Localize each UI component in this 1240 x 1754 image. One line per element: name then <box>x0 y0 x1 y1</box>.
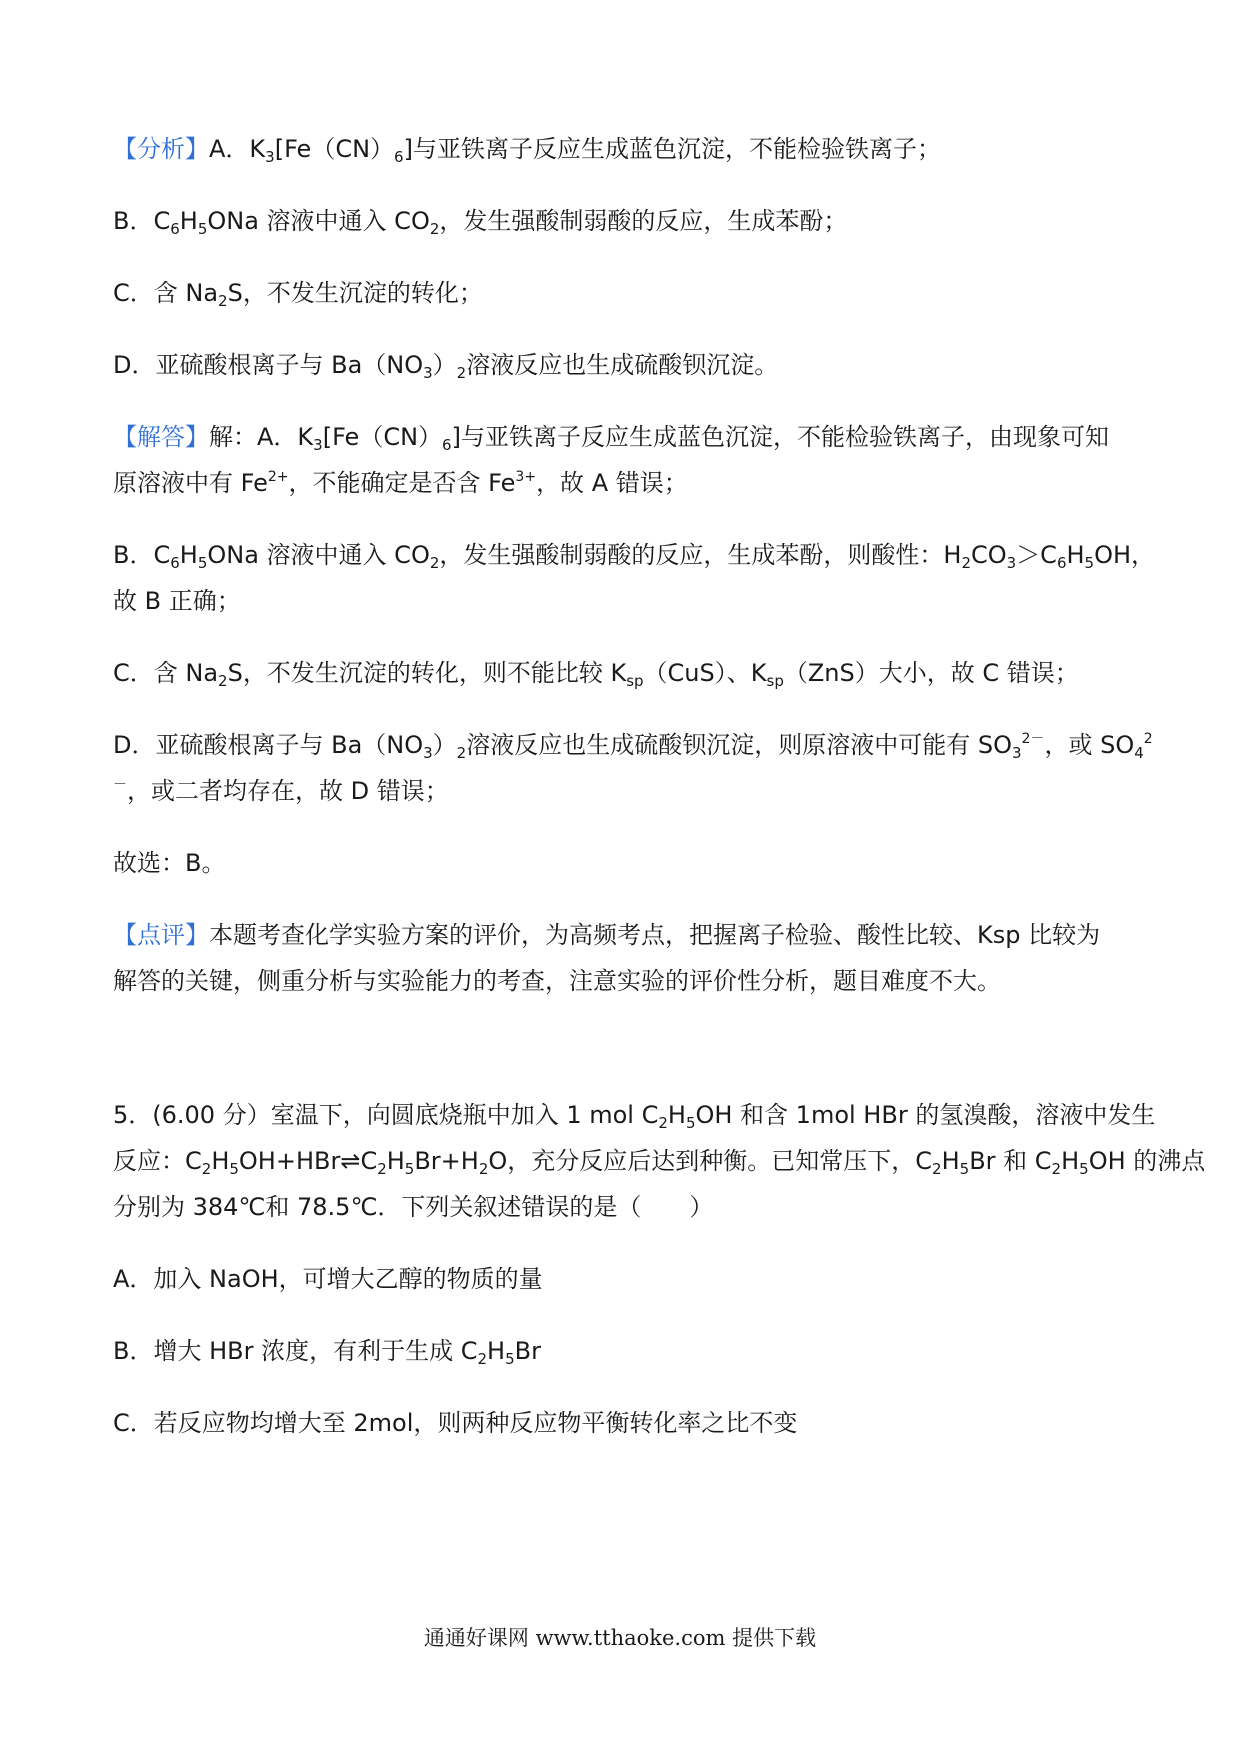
text: 本题考查化学实验方案的评价，为高频考点，把握离子检验、酸性比较、Ksp 比较为 <box>209 921 1101 949</box>
superscript: 2 <box>1143 731 1153 747</box>
text: S，不发生沉淀的转化； <box>227 279 483 307</box>
answer-line-a2 <box>113 459 1133 507</box>
text: 溶液反应也生成硫酸钡沉淀。 <box>466 351 779 379</box>
text: Br 和 C <box>969 1147 1052 1175</box>
superscript: 2+ <box>267 469 289 485</box>
question5-option-b <box>113 1327 1133 1375</box>
subscript: 6 <box>1056 554 1067 572</box>
text: ]与亚铁离子反应生成蓝色沉淀，不能检验铁离子； <box>403 135 941 163</box>
subscript: 6 <box>394 148 404 166</box>
subscript: 2 <box>429 220 440 238</box>
superscript: － <box>113 777 127 793</box>
question5-option-a: A．加入 NaOH，可增大乙醇的物质的量 <box>113 1265 543 1293</box>
text: ＞C <box>1016 541 1057 569</box>
answer-line-b2: 故 B 正确； <box>113 587 241 615</box>
text: D．亚硫酸根离子与 Ba（NO <box>113 351 424 379</box>
text: H <box>179 207 198 235</box>
text: 解：A．K <box>209 423 314 451</box>
text: CO <box>970 541 1007 569</box>
analysis-line-d <box>113 341 1133 389</box>
text: ） <box>432 731 457 759</box>
text: ，或 SO <box>1044 731 1135 759</box>
text: Br+H <box>414 1147 479 1175</box>
text: ，或二者均存在，故 D 错误； <box>127 777 449 805</box>
subscript: 2 <box>218 672 228 690</box>
subscript: 3 <box>265 148 275 166</box>
text: [Fe（CN） <box>274 135 395 163</box>
subscript: sp <box>626 672 644 690</box>
answer-tag: 【解答】 <box>113 423 209 451</box>
text: OH， <box>1094 541 1156 569</box>
subscript: sp <box>766 672 784 690</box>
text: H <box>179 541 198 569</box>
text: OH+HBr⇌C <box>238 1147 378 1175</box>
analysis-tag: 【分析】 <box>113 135 209 163</box>
subscript: 2 <box>477 1350 488 1368</box>
subscript: 3 <box>423 744 433 762</box>
comment-tag: 【点评】 <box>113 921 209 949</box>
text: ]与亚铁离子反应生成蓝色沉淀，不能检验铁离子，由现象可知 <box>451 423 1109 451</box>
subscript: 2 <box>456 364 467 382</box>
text: （ZnS）大小，故 C 错误； <box>783 659 1079 687</box>
text: ，发生强酸制弱酸的反应，生成苯酚，则酸性：H <box>439 541 962 569</box>
comment-line-1 <box>113 911 1133 959</box>
subscript: 2 <box>1051 1160 1062 1178</box>
comment-line-2: 解答的关键，侧重分析与实验能力的考查，注意实验的评价性分析，题目难度不大。 <box>113 967 1001 995</box>
superscript: 2－ <box>1021 731 1045 747</box>
text: B．C <box>113 541 171 569</box>
subscript: 5 <box>1084 554 1095 572</box>
answer-line-c <box>113 649 1133 697</box>
text: B．C <box>113 207 171 235</box>
text: H <box>667 1101 686 1129</box>
answer-choice: 故选：B。 <box>113 849 226 877</box>
page-footer: 通通好课网 www.tthaoke.com 提供下载 <box>423 1626 817 1650</box>
text: D．亚硫酸根离子与 Ba（NO <box>113 731 424 759</box>
question5-option-c: C．若反应物均增大至 2mol，则两种反应物平衡转化率之比不变 <box>113 1409 798 1437</box>
text: 溶液反应也生成硫酸钡沉淀，则原溶液中可能有 SO <box>466 731 1012 759</box>
subscript: 5 <box>229 1160 239 1178</box>
text: B．增大 HBr 浓度，有利于生成 C <box>113 1337 478 1365</box>
subscript: 2 <box>456 744 467 762</box>
subscript: 3 <box>313 436 323 454</box>
subscript: 3 <box>423 364 433 382</box>
text: OH 和含 1mol HBr 的氢溴酸，溶液中发生 <box>695 1101 1156 1129</box>
subscript: 5 <box>505 1350 515 1368</box>
text: H <box>941 1147 960 1175</box>
text: O，充分反应后达到种衡。已知常压下，C <box>488 1147 933 1175</box>
text: ） <box>432 351 457 379</box>
subscript: 2 <box>961 554 971 572</box>
answer-line-d2 <box>113 767 1133 815</box>
subscript: 2 <box>478 1160 489 1178</box>
text: ONa 溶液中通入 CO <box>207 207 430 235</box>
text: H <box>211 1147 230 1175</box>
superscript: 3+ <box>515 469 537 485</box>
text: ，发生强酸制弱酸的反应，生成苯酚； <box>439 207 848 235</box>
text: （CuS）、K <box>643 659 767 687</box>
subscript: 5 <box>197 554 208 572</box>
question5-line-3: 分别为 384℃和 78.5℃．下列关叙述错误的是（ ） <box>113 1193 714 1221</box>
subscript: 6 <box>442 436 452 454</box>
question5-line-2 <box>113 1137 1206 1185</box>
text: H <box>1061 1147 1080 1175</box>
analysis-line-b <box>113 197 1133 245</box>
text: H <box>386 1147 405 1175</box>
subscript: 2 <box>218 292 228 310</box>
subscript: 3 <box>1006 554 1017 572</box>
subscript: 5 <box>1079 1160 1089 1178</box>
text: C．含 Na <box>113 279 219 307</box>
subscript: 3 <box>1011 744 1022 762</box>
subscript: 2 <box>658 1114 668 1132</box>
text: 反应：C <box>113 1147 202 1175</box>
answer-line-b1 <box>113 531 1156 579</box>
subscript: 6 <box>170 554 180 572</box>
text: S，不发生沉淀的转化，则不能比较 K <box>227 659 627 687</box>
subscript: 5 <box>404 1160 415 1178</box>
text: ONa 溶液中通入 CO <box>207 541 430 569</box>
subscript: 2 <box>429 554 440 572</box>
text: H <box>1066 541 1085 569</box>
subscript: 2 <box>201 1160 212 1178</box>
subscript: 6 <box>170 220 180 238</box>
question5-line-1 <box>113 1091 1156 1139</box>
text: ，不能确定是否含 Fe <box>288 469 516 497</box>
text: H <box>487 1337 506 1365</box>
analysis-line-a <box>113 125 1133 173</box>
text: [Fe（CN） <box>322 423 443 451</box>
answer-line-d1 <box>113 721 1153 769</box>
text: 原溶液中有 Fe <box>113 469 268 497</box>
text: 5．(6.00 分）室温下，向圆底烧瓶中加入 1 mol C <box>113 1101 659 1129</box>
analysis-line-c <box>113 269 1133 317</box>
subscript: 2 <box>932 1160 942 1178</box>
text: ，故 A 错误； <box>536 469 688 497</box>
subscript: 4 <box>1134 744 1144 762</box>
text: OH 的沸点 <box>1088 1147 1206 1175</box>
subscript: 5 <box>959 1160 970 1178</box>
subscript: 2 <box>377 1160 387 1178</box>
text: Br <box>514 1337 541 1365</box>
subscript: 5 <box>685 1114 696 1132</box>
answer-line-a1 <box>113 413 1133 461</box>
text: A．K <box>209 135 266 163</box>
text: C．含 Na <box>113 659 219 687</box>
subscript: 5 <box>197 220 208 238</box>
